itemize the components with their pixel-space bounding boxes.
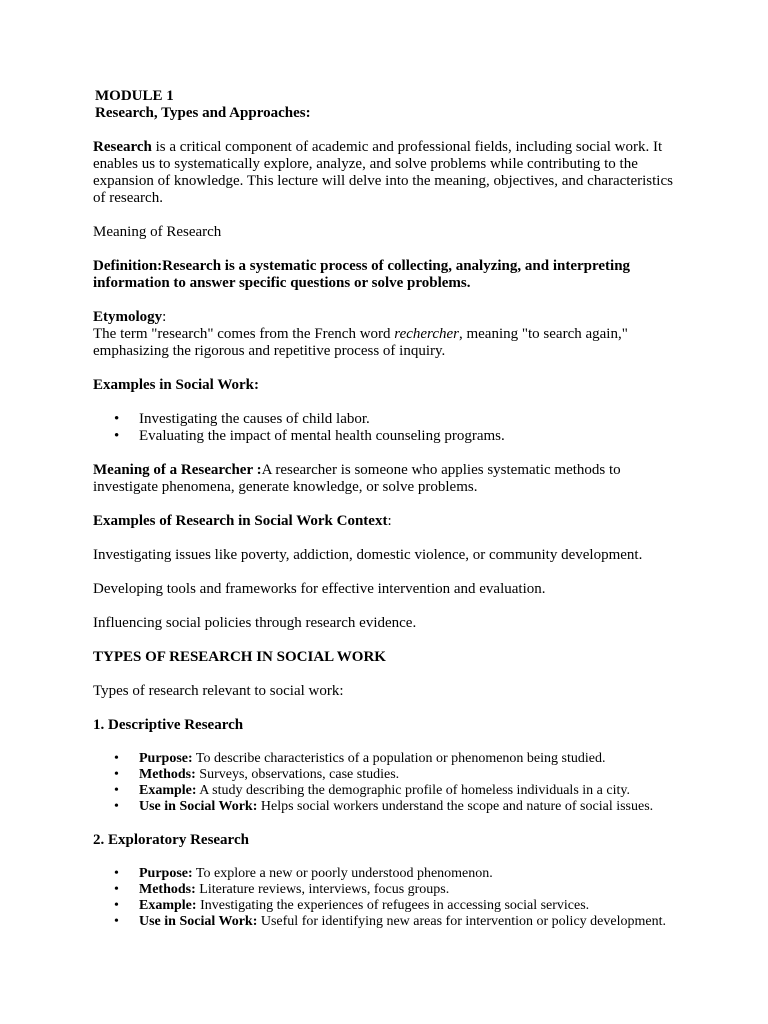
researcher-bold: Meaning of a Researcher : xyxy=(93,462,262,478)
list-item xyxy=(93,882,683,898)
etymology-word: rechercher xyxy=(394,326,459,342)
document-body xyxy=(93,88,683,930)
item-label: Purpose: xyxy=(139,866,193,881)
definition-paragraph: Definition:Research is a systematic process of collecting, analyzing, and interpreting information to answer specific questions or solve problems. xyxy=(93,258,631,291)
list-item: • Investigating the causes of child labor. xyxy=(93,411,683,428)
types-intro: Types of research relevant to social work: xyxy=(93,683,344,699)
item-text: To explore a new or poorly understood phenomenon. xyxy=(192,866,493,881)
item-label: Example: xyxy=(139,898,197,913)
examples-context-bold: Examples of Research in Social Work Context xyxy=(93,513,388,529)
item-label: Use in Social Work: xyxy=(139,799,258,814)
intro-text: is a critical component of academic and professional fields, including social work. It enables us to systematically explore, analyze, and solve problems while contributing to the expansion of knowledge. This lecture will delve into the meaning, objectives, and characteristics of research. xyxy=(93,139,673,206)
descriptive-heading: 1. Descriptive Research xyxy=(93,717,244,733)
item-text: To describe characteristics of a population or phenomenon being studied. xyxy=(192,751,606,766)
etymology-label: Etymology xyxy=(93,309,163,325)
intro-paragraph xyxy=(93,139,683,207)
researcher-text: A researcher is someone who applies systematic methods to investigate phenomena, generate knowledge, or solve problems. xyxy=(93,462,621,495)
examples-social-work-list xyxy=(93,411,683,445)
item-text: Surveys, observations, case studies. xyxy=(195,767,400,782)
etymology-text-after: , meaning "to search again," emphasizing the rigorous and repetitive process of inquiry. xyxy=(93,326,628,359)
item-label: Methods: xyxy=(139,767,196,782)
examples-social-work-heading: Examples in Social Work: xyxy=(93,377,259,393)
context-paragraph: Influencing social policies through research evidence. xyxy=(93,615,417,631)
researcher-paragraph xyxy=(93,462,683,496)
module-subtitle: Research, Types and Approaches: xyxy=(95,105,311,121)
etymology-colon: : xyxy=(162,309,167,325)
meaning-heading: Meaning of Research xyxy=(93,224,222,240)
item-label: Methods: xyxy=(139,882,196,897)
item-text: Useful for identifying new areas for intervention or policy development. xyxy=(257,914,666,929)
list-item xyxy=(93,914,683,930)
item-label: Use in Social Work: xyxy=(139,914,258,929)
item-text: A study describing the demographic profile of homeless individuals in a city. xyxy=(196,783,630,798)
examples-context-colon: : xyxy=(387,513,392,529)
etymology-text-before: The term "research" comes from the French word xyxy=(93,326,395,342)
list-item xyxy=(93,799,683,815)
etymology-paragraph xyxy=(93,326,683,360)
module-header xyxy=(95,88,683,122)
list-item xyxy=(93,898,683,914)
examples-context-heading xyxy=(93,513,683,530)
item-text: Literature reviews, interviews, focus groups. xyxy=(195,882,450,897)
context-paragraph: Investigating issues like poverty, addiction, domestic violence, or community development. xyxy=(93,547,643,563)
intro-bold: Research xyxy=(93,139,152,155)
context-paragraph: Developing tools and frameworks for effective intervention and evaluation. xyxy=(93,581,546,597)
list-item: • Evaluating the impact of mental health counseling programs. xyxy=(93,428,683,445)
item-label: Example: xyxy=(139,783,197,798)
item-label: Purpose: xyxy=(139,751,193,766)
descriptive-list xyxy=(93,751,683,815)
list-item xyxy=(93,866,683,882)
list-item xyxy=(93,783,683,799)
list-item xyxy=(93,767,683,783)
exploratory-heading: 2. Exploratory Research xyxy=(93,832,249,848)
types-heading: TYPES OF RESEARCH IN SOCIAL WORK xyxy=(93,649,386,665)
item-text: Investigating the experiences of refugees in accessing social services. xyxy=(196,898,590,913)
exploratory-list xyxy=(93,866,683,930)
etymology-heading xyxy=(93,309,683,326)
module-title: MODULE 1 xyxy=(95,88,174,104)
item-text: Helps social workers understand the scope and nature of social issues. xyxy=(257,799,654,814)
list-item xyxy=(93,751,683,767)
